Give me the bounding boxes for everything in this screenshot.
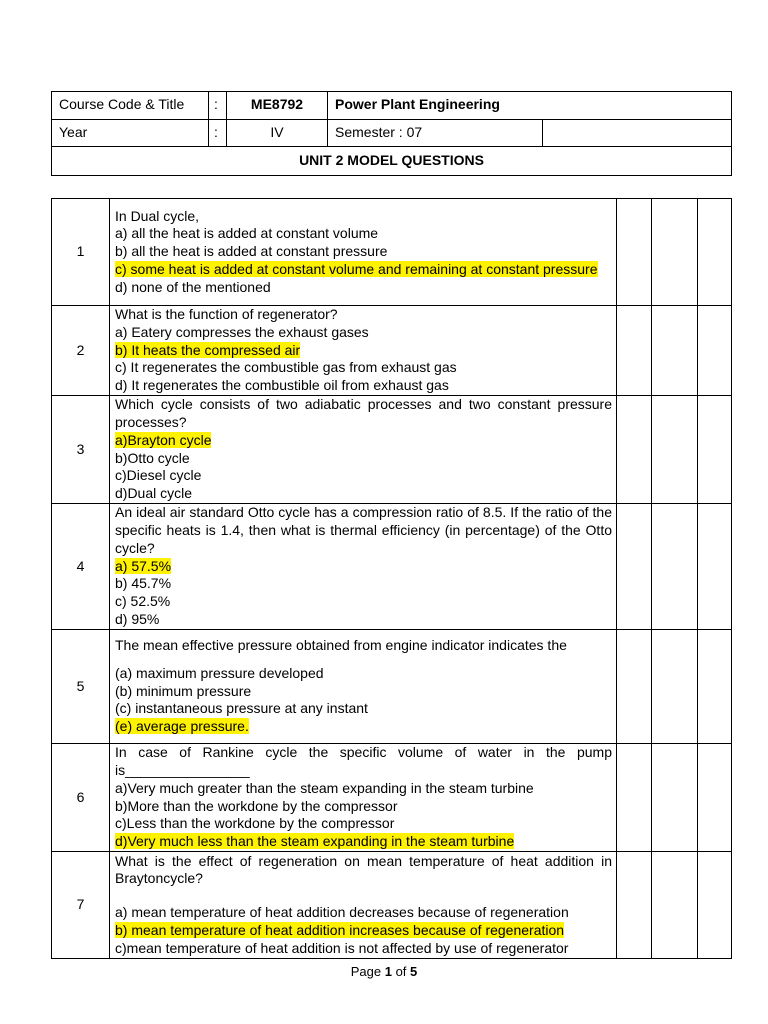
option-text: d) It regenerates the combustible oil from exhaust gas — [115, 377, 449, 394]
mark-cell — [652, 396, 698, 504]
question-body — [110, 396, 617, 504]
course-code: ME8792 — [227, 92, 328, 120]
page-current: 1 — [384, 964, 392, 979]
course-label: Course Code & Title — [52, 92, 209, 120]
question-body — [110, 199, 617, 306]
highlighted-answer: (e) average pressure. — [115, 718, 249, 735]
question-body — [110, 744, 617, 852]
mark-cell — [652, 630, 698, 744]
option-text: b)More than the workdone by the compressor — [115, 797, 398, 814]
mark-cell — [698, 306, 732, 396]
empty-cell — [543, 119, 732, 147]
unit-title: UNIT 2 MODEL QUESTIONS — [52, 147, 732, 176]
mark-cell — [698, 199, 732, 306]
question-text: In case of Rankine cycle the specific volume of water in the pump is________________ — [115, 744, 612, 778]
question-body — [110, 852, 617, 959]
mark-cell — [617, 396, 652, 504]
option-text: (b) minimum pressure — [115, 682, 252, 699]
highlighted-answer: d)Very much less than the steam expanding in the steam turbine — [115, 833, 515, 850]
option-text: c)mean temperature of heat addition is not affected by use of regenerator — [115, 939, 569, 956]
mark-cell — [617, 199, 652, 306]
year-row — [52, 119, 732, 147]
unit-row — [52, 147, 732, 176]
mark-cell — [698, 504, 732, 630]
question-number: 6 — [52, 744, 110, 852]
question-text: The mean effective pressure obtained from engine indicator indicates the — [115, 637, 567, 653]
highlighted-answer: b) mean temperature of heat addition increases because of regeneration — [115, 921, 565, 938]
question-text: In Dual cycle, — [115, 207, 200, 224]
mark-cell — [617, 504, 652, 630]
option-text: c) It regenerates the combustible gas from exhaust gas — [115, 359, 457, 376]
year-value: IV — [227, 119, 328, 147]
highlighted-answer: a)Brayton cycle — [115, 431, 212, 448]
highlighted-answer: a) 57.5% — [115, 557, 172, 574]
mark-cell — [698, 396, 732, 504]
option-text: b)Otto cycle — [115, 449, 190, 466]
question-number: 1 — [52, 199, 110, 306]
option-text: a) mean temperature of heat addition decreases because of regeneration — [115, 904, 569, 921]
highlighted-answer: c) some heat is added at constant volume and remaining at constant pressure — [115, 260, 598, 277]
option-text: b) 45.7% — [115, 575, 172, 592]
question-number: 7 — [52, 852, 110, 959]
mark-cell — [652, 504, 698, 630]
question-text: What is the effect of regeneration on mean temperature of heat addition in Braytoncycle? — [115, 852, 612, 887]
question-number: 5 — [52, 630, 110, 744]
page-middle: of — [391, 964, 411, 979]
mark-cell — [652, 199, 698, 306]
page-total: 5 — [410, 964, 418, 979]
option-text: c) 52.5% — [115, 593, 171, 610]
option-text: a)Very much greater than the steam expanding in the steam turbine — [115, 779, 534, 796]
question-row — [52, 396, 732, 504]
question-number: 3 — [52, 396, 110, 504]
mark-cell — [617, 852, 652, 959]
option-text: c)Diesel cycle — [115, 467, 202, 484]
question-row — [52, 199, 732, 306]
course-row — [52, 92, 732, 120]
course-colon: : — [209, 92, 227, 120]
question-row — [52, 852, 732, 959]
question-number: 4 — [52, 504, 110, 630]
mark-cell — [652, 306, 698, 396]
mark-cell — [698, 630, 732, 744]
question-text: Which cycle consists of two adiabatic processes and two constant pressure processes? — [115, 396, 612, 430]
question-body — [110, 630, 617, 744]
semester: Semester : 07 — [328, 119, 543, 147]
mark-cell — [652, 744, 698, 852]
question-row — [52, 630, 732, 744]
question-number: 2 — [52, 306, 110, 396]
question-text: What is the function of regenerator? — [115, 306, 338, 322]
question-row — [52, 744, 732, 852]
mark-cell — [652, 852, 698, 959]
mark-cell — [698, 744, 732, 852]
question-body — [110, 504, 617, 630]
mark-cell — [617, 744, 652, 852]
year-label: Year — [52, 119, 209, 147]
option-text: d) none of the mentioned — [115, 278, 271, 295]
page-prefix: Page — [350, 964, 385, 979]
option-text: d)Dual cycle — [115, 485, 193, 502]
option-text: d) 95% — [115, 610, 160, 627]
option-text: c)Less than the workdone by the compressor — [115, 815, 395, 832]
course-header-table — [51, 91, 732, 176]
option-text: b) all the heat is added at constant pressure — [115, 243, 388, 260]
option-text: (c) instantaneous pressure at any instant — [115, 700, 368, 717]
question-body — [110, 306, 617, 396]
option-text: a) Eatery compresses the exhaust gases — [115, 323, 369, 340]
mark-cell — [617, 630, 652, 744]
mark-cell — [617, 306, 652, 396]
highlighted-answer: b) It heats the compressed air — [115, 341, 301, 358]
question-row — [52, 306, 732, 396]
option-text: a) all the heat is added at constant volume — [115, 225, 379, 242]
question-text: An ideal air standard Otto cycle has a compression ratio of 8.5. If the ratio of the specific heats is 1.4, then what is thermal efficiency (in percentage) of the Otto cycle? — [115, 504, 612, 556]
page-footer — [0, 964, 768, 979]
questions-table — [51, 198, 732, 959]
question-row — [52, 504, 732, 630]
option-text: (a) maximum pressure developed — [115, 664, 324, 681]
mark-cell — [698, 852, 732, 959]
year-colon: : — [209, 119, 227, 147]
course-title: Power Plant Engineering — [328, 92, 732, 120]
